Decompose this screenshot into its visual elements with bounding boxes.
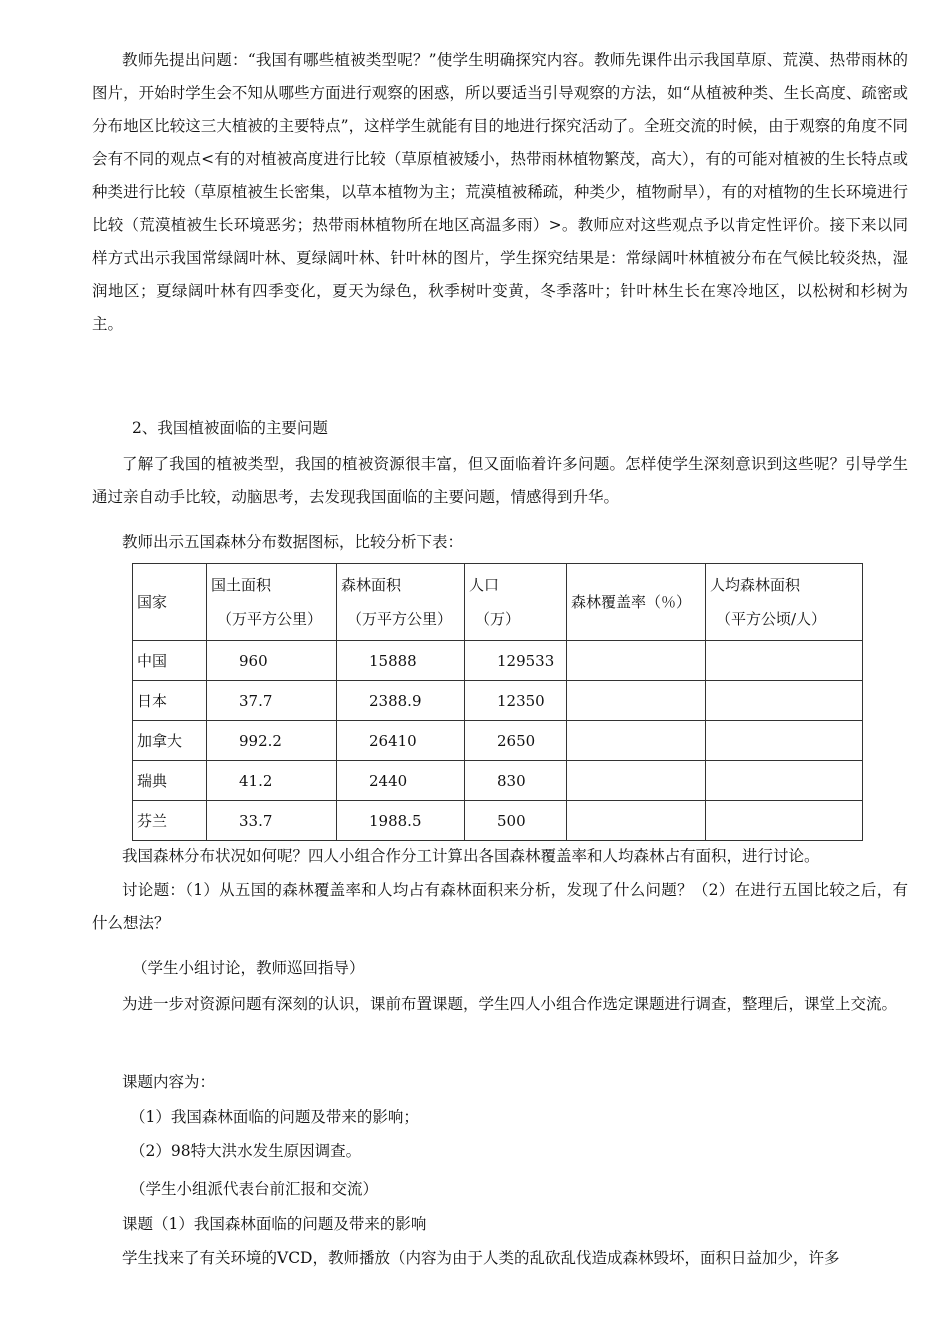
table-intro: 教师出示五国森林分布数据图标，比较分析下表： xyxy=(122,533,464,551)
header-population-unit: （万） xyxy=(475,610,521,628)
table-row xyxy=(133,681,863,721)
cell-population: 129533 xyxy=(465,641,567,681)
topic-1-heading: 课题（1）我国森林面临的问题及带来的影响 xyxy=(122,1215,427,1233)
cell-country: 中国 xyxy=(133,641,207,681)
cell-land-area: 960 xyxy=(207,641,337,681)
header-forest-area-label: 森林面积 xyxy=(341,576,402,594)
cell-coverage xyxy=(567,721,706,761)
cell-per-capita xyxy=(706,761,863,801)
table-header-row xyxy=(133,564,863,641)
cell-forest-area: 26410 xyxy=(337,721,465,761)
cell-population: 2650 xyxy=(465,721,567,761)
table-row xyxy=(133,761,863,801)
cell-land-area: 992.2 xyxy=(207,721,337,761)
cell-per-capita xyxy=(706,801,863,841)
cell-land-area: 33.7 xyxy=(207,801,337,841)
cell-forest-area: 15888 xyxy=(337,641,465,681)
cell-coverage xyxy=(567,761,706,801)
cell-forest-area: 1988.5 xyxy=(337,801,465,841)
cell-coverage xyxy=(567,681,706,721)
header-country: 国家 xyxy=(133,564,207,641)
note-group-discussion: （学生小组讨论，教师巡回指导） xyxy=(132,959,365,977)
cell-country: 瑞典 xyxy=(133,761,207,801)
paragraph-research-topics: 为进一步对资源问题有深刻的认识，课前布置课题，学生四人小组合作选定课题进行调查，整理后，课堂上交流。 xyxy=(122,995,898,1013)
cell-forest-area: 2388.9 xyxy=(337,681,465,721)
cell-population: 12350 xyxy=(465,681,567,721)
header-per-capita xyxy=(706,564,863,641)
header-population-label: 人口 xyxy=(469,576,500,594)
header-per-capita-label: 人均森林面积 xyxy=(710,576,801,594)
cell-per-capita xyxy=(706,641,863,681)
table-row xyxy=(133,641,863,681)
section-heading-2: 2、我国植被面临的主要问题 xyxy=(132,419,328,437)
header-land-area-unit: （万平方公里） xyxy=(217,610,323,628)
cell-per-capita xyxy=(706,721,863,761)
paragraph-vcd: 学生找来了有关环境的VCD，教师播放（内容为由于人类的乱砍乱伐造成森林毁坏，面积日益加少，许多 xyxy=(122,1249,840,1267)
topic-item-1: （1）我国森林面临的问题及带来的影响； xyxy=(130,1108,419,1126)
paragraph-vegetation-types: 教师先提出问题：“我国有哪些植被类型呢？”使学生明确探究内容。教师先课件出示我国草原、荒漠、热带雨林的图片，开始时学生会不知从哪些方面进行观察的困惑，所以要适当引导观察的方法，如“从植被种类、生长高度、疏密或分布地区比较这三大植被的主要特点”，这样学生就能有目的地进行探究活动了。全班交流的时候，由于观察的角度不同会有不同的观点<有的对植被高度进行比较（草原植被矮小，热带雨林植物繁茂，高大），有的可能对植被的生长特点或种类进行比较（草原植被生长密集，以草本植物为主；荒漠植被稀疏，种类少，植物耐旱），有的对植物的生长环境进行比较（荒漠植被生长环境恶劣；热带雨林植物所在地区高温多雨）>。教师应对这些观点予以肯定性评价。接下来以同样方式出示我国常绿阔叶林、夏绿阔叶林、针叶林的图片，学生探究结果是：常绿阔叶林植被分布在气候比较炎热，湿润地区；夏绿阔叶林有四季变化，夏天为绿色，秋季树叶变黄，冬季落叶；针叶林生长在寒冷地区，以松树和杉树为主。 xyxy=(92,51,908,333)
cell-country: 加拿大 xyxy=(133,721,207,761)
topic-item-2: （2）98特大洪水发生原因调查。 xyxy=(130,1142,362,1160)
forest-data-table xyxy=(132,563,863,841)
header-forest-area xyxy=(337,564,465,641)
cell-population: 830 xyxy=(465,761,567,801)
cell-forest-area: 2440 xyxy=(337,761,465,801)
paragraph-forest-status: 我国森林分布状况如何呢？四人小组合作分工计算出各国森林覆盖率和人均森林占有面积，进行讨论。 xyxy=(122,847,820,865)
cell-country: 芬兰 xyxy=(133,801,207,841)
cell-coverage xyxy=(567,801,706,841)
header-land-area-label: 国土面积 xyxy=(211,576,272,594)
cell-land-area: 41.2 xyxy=(207,761,337,801)
cell-land-area: 37.7 xyxy=(207,681,337,721)
cell-per-capita xyxy=(706,681,863,721)
table-row xyxy=(133,801,863,841)
cell-country: 日本 xyxy=(133,681,207,721)
note-group-report: （学生小组派代表台前汇报和交流） xyxy=(130,1180,379,1198)
cell-coverage xyxy=(567,641,706,681)
table-row xyxy=(133,721,863,761)
topics-title: 课题内容为： xyxy=(122,1073,216,1091)
cell-population: 500 xyxy=(465,801,567,841)
header-forest-area-unit: （万平方公里） xyxy=(347,610,453,628)
paragraph-problems-intro: 了解了我国的植被类型，我国的植被资源很丰富，但又面临着许多问题。怎样使学生深刻意识到这些呢？引导学生通过亲自动手比较，动脑思考，去发现我国面临的主要问题，情感得到升华。 xyxy=(92,455,908,506)
header-per-capita-unit: （平方公顷/人） xyxy=(716,610,827,628)
header-population xyxy=(465,564,567,641)
paragraph-discussion: 讨论题：（1）从五国的森林覆盖率和人均占有森林面积来分析，发现了什么问题？（2）在进行五国比较之后，有什么想法？ xyxy=(92,881,908,932)
header-coverage: 森林覆盖率（％） xyxy=(567,564,706,641)
header-land-area xyxy=(207,564,337,641)
